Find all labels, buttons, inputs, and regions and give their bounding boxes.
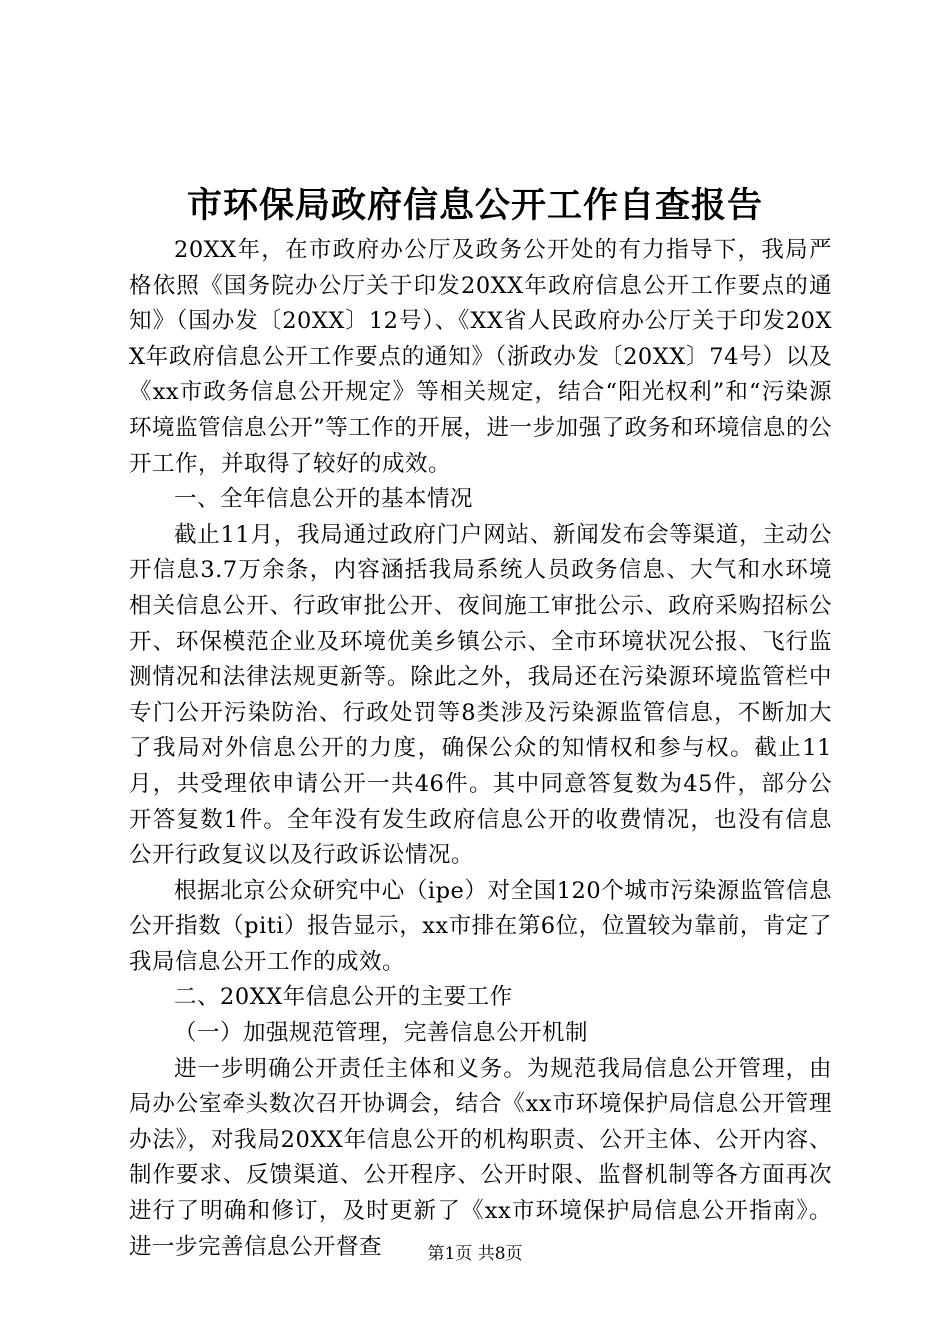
subsection-heading-1: （一）加强规范管理，完善信息公开机制 (174, 1020, 589, 1047)
section-1-paragraph-1: 截止11月，我局通过政府门户网站、新闻发布会等渠道，主动公开信息3.7万余条，内容涵括我局系统人员政务信息、大气和水环境相关信息公开、行政审批公开、夜间施工审批公示、政府采购招标公开、环保模范企业及环境优美乡镇公示、全市环境状况公报、飞行监测情况和法律法规更新等。除此之外，我局还在污染源环境监管栏中专门公开污染防治、行政处罚等8类涉及污染源监管信息，不断加大了我局对外信息公开的力度，确保公众的知情权和参与权。截止11月，共受理依申请公开一共46件。其中同意答复数为45件，部分公开答复数1件。全年没有发生政府信息公开的收费情况，也没有信息公开行政复议以及行政诉讼情况。 (129, 521, 832, 869)
document-title: 市环保局政府信息公开工作自查报告 (186, 185, 763, 226)
section-heading-2: 二、20XX年信息公开的主要工作 (174, 984, 513, 1011)
document-body (129, 233, 832, 1265)
section-1-paragraph-2: 根据北京公众研究中心（ipe）对全国120个城市污染源监管信息公开指数（piti）报告显示，xx市排在第6位，位置较为靠前，肯定了我局信息公开工作的成效。 (129, 877, 832, 975)
intro-paragraph: 20XX年，在市政府办公厅及政务公开处的有力指导下，我局严格依照《国务院办公厅关于印发20XX年政府信息公开工作要点的通知》（国办发〔20XX〕12号）、《XX省人民政府办公厅关于印发20XX年政府信息公开工作要点的通知》（浙政办发〔20XX〕74号）以及《xx市政务信息公开规定》等相关规定，结合“阳光权利”和“污染源环境监管信息公开”等工作的开展，进一步加强了政务和环境信息的公开工作，并取得了较好的成效。 (129, 237, 832, 477)
page-number-footer: 第1页 共8页 (427, 1244, 523, 1264)
subsection-1-paragraph-1: 进一步明确公开责任主体和义务。为规范我局信息公开管理，由局办公室牵头数次召开协调会，结合《xx市环境保护局信息公开管理办法》，对我局20XX年信息公开的机构职责、公开主体、公开内容、制作要求、反馈渠道、公开程序、公开时限、监督机制等各方面再次进行了明确和修订，及时更新了《xx市环境保护局信息公开指南》。进一步完善信息公开督查 (129, 1055, 832, 1260)
section-heading-1: 一、全年信息公开的基本情况 (174, 486, 474, 513)
